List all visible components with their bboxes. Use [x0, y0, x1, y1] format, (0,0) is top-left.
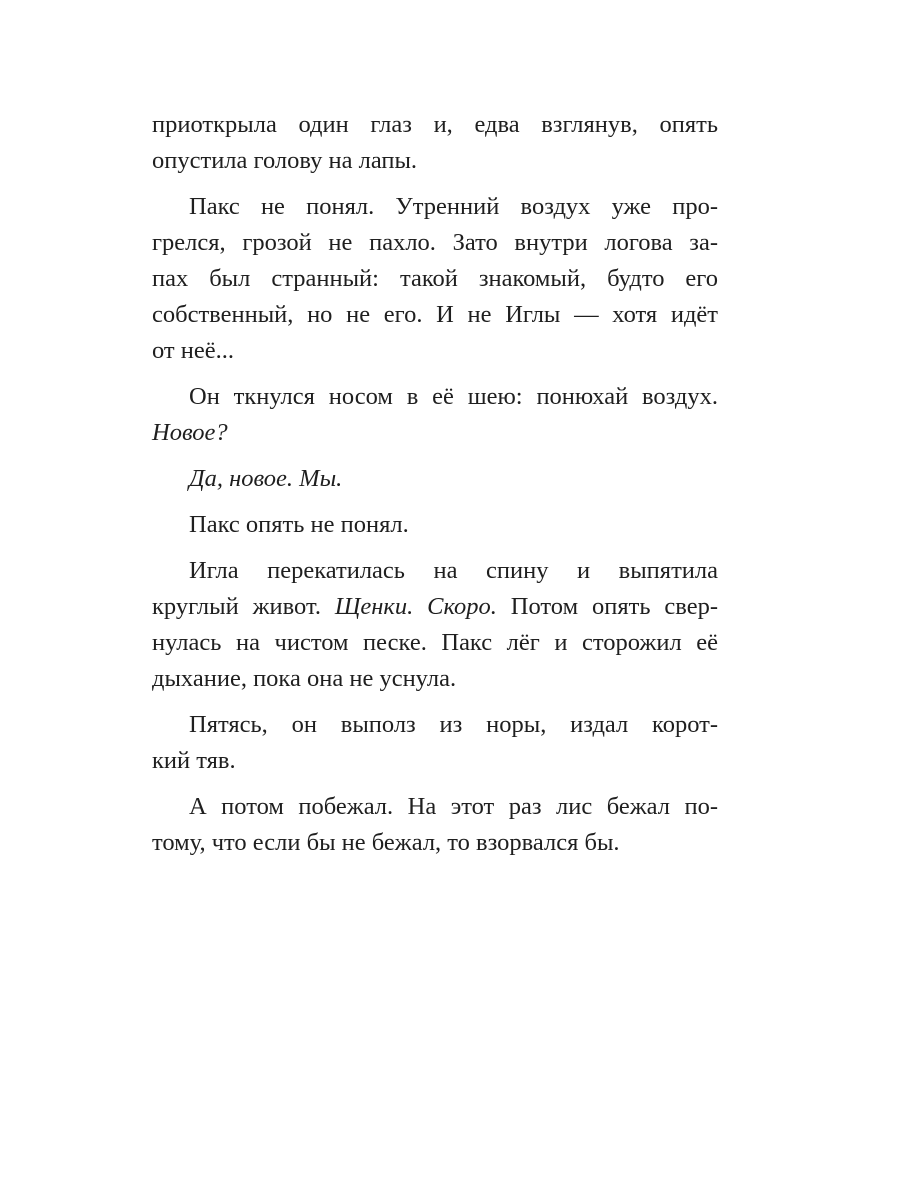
text-segment: Пакс не понял. Утренний воздух уже про-	[189, 193, 718, 220]
text-segment: собственный, но не его. И не Иглы — хотя идёт	[152, 301, 718, 328]
text-line	[152, 189, 718, 225]
text-segment: опустила голову на лапы.	[152, 147, 418, 174]
text-segment: круглый живот.	[152, 593, 335, 620]
page-text	[152, 107, 718, 861]
text-line	[152, 379, 718, 415]
text-segment: Игла перекатилась на спину и выпятила	[189, 557, 718, 584]
text-line	[152, 507, 718, 543]
italic-text-segment: Новое?	[152, 419, 228, 446]
text-line	[152, 225, 718, 261]
text-line	[152, 143, 718, 179]
text-line	[152, 461, 718, 497]
text-line	[152, 107, 718, 143]
text-segment: от неё...	[152, 337, 234, 364]
text-line	[152, 297, 718, 333]
text-segment: Потом опять свер-	[496, 593, 718, 620]
text-line	[152, 261, 718, 297]
text-line	[152, 415, 718, 451]
text-line	[152, 625, 718, 661]
text-line	[152, 661, 718, 697]
text-line	[152, 825, 718, 861]
text-line	[152, 707, 718, 743]
text-segment: Пакс опять не понял.	[189, 511, 409, 538]
italic-text-segment: Да, новое. Мы.	[189, 465, 343, 492]
text-segment: нулась на чистом песке. Пакс лёг и сторожил её	[152, 629, 718, 656]
text-segment: тому, что если бы не бежал, то взорвался бы.	[152, 829, 620, 856]
text-line	[152, 743, 718, 779]
text-segment: грелся, грозой не пахло. Зато внутри логова за-	[152, 229, 718, 256]
text-line	[152, 333, 718, 369]
text-segment: А потом побежал. На этот раз лис бежал по-	[189, 793, 718, 820]
italic-text-segment: Щенки. Скоро.	[334, 593, 497, 620]
text-line	[152, 789, 718, 825]
text-segment: Пятясь, он выполз из норы, издал корот-	[189, 711, 718, 738]
text-segment: Он ткнулся носом в её шею: понюхай воздух.	[189, 383, 718, 410]
text-line	[152, 553, 718, 589]
text-segment: кий тяв.	[152, 747, 236, 774]
text-segment: приоткрыла один глаз и, едва взглянув, опять	[152, 111, 718, 138]
text-line	[152, 589, 718, 625]
text-segment: дыхание, пока она не уснула.	[152, 665, 457, 692]
text-segment: пах был странный: такой знакомый, будто его	[152, 265, 718, 292]
